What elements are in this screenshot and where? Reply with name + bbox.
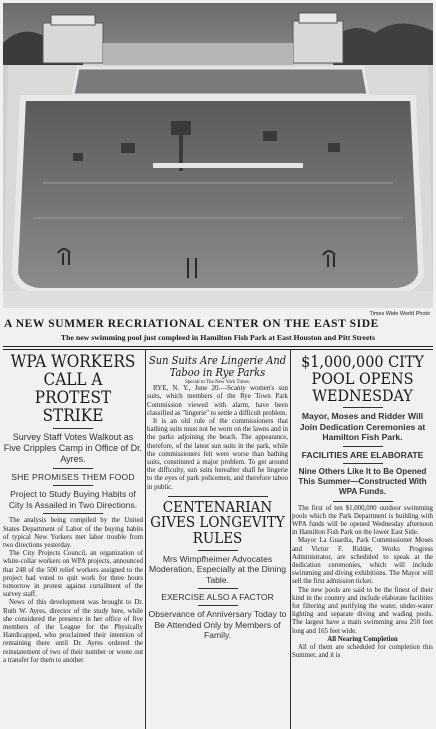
article-deck: Mayor, Moses and Ridder Will Join Dedication Ceremonies at Hamilton Fish Park. — [299, 411, 426, 443]
photo-headline: A NEW SUMMER RECRIATIONAL CENTER ON THE EAST SIDE — [4, 318, 379, 330]
paragraph: The first of ten $1,000,000 outdoor swimming pools which the Park Department is building with WPA funds will be opened Wednesday afternoon in Hamilton Fish Park on the lower East Side. — [292, 504, 433, 537]
photo-credit: Times Wide World Photo — [369, 311, 430, 317]
article-deck: FACILITIES ARE ELABORATE — [301, 449, 424, 460]
article-body — [292, 505, 433, 661]
article-body — [147, 385, 288, 492]
article-pool — [292, 351, 433, 660]
paragraph: Mayor La Guardia, Park Commissioner Moses and Victor F. Ridder, Works Progress Administrator, are scheduled to speak at the dedication ceremonies, which will include swimming and diving exhibitions. The Mayor will sell the first admission ticket. — [292, 537, 433, 586]
article-wpa — [3, 351, 143, 665]
paragraph: The City Projects Council, an organization of white-collar workers on WPA projects, announced that 248 of the 500 relief workers assigned to the project had voted to quit work for three hours tomorrow in protest against curtailment of the survey staff. — [3, 550, 143, 599]
paragraph: RYE, N. Y., June 20.—Scanty women's sun suits, which members of the Rye Town Park Commission viewed with alarm, have been classified as "lingerie" to settle a difficult problem. — [147, 385, 288, 417]
article-headline: WPA WORKERS CALL A PROTEST STRIKE — [10, 352, 136, 426]
divider — [3, 349, 433, 350]
paragraph: The analysis being compiled by the United States Department of Labor of the buying habits of typical New Yorkers met labor trouble from two directions yesterday. — [3, 517, 143, 549]
divider — [3, 346, 433, 347]
article-headline: Sun Suits Are Lingerie And Taboo in Rye Parks — [148, 354, 287, 379]
article-headline: CENTENARIAN GIVES LONGEVITY RULES — [150, 497, 285, 548]
article-deck: Survey Staff Votes Walkout as Five Cripples Camp in Office of Dr. Ayres. — [3, 432, 143, 465]
photo-caption: The new swimming pool just compleed in Hamilton Fish Park at East Houston and Pitt Streets — [60, 333, 376, 342]
paragraph: News of this development was brought to Dr. Ruth W. Ayres, director of the study here, while she considered the presence in her office of five members of the League for the Physically Handicapped, who proclaimed their intention of remaining there until Dr. Ayres ordered the reinstatement of two of their number or wrote out a transfer for them to another — [3, 599, 143, 664]
article-deck: Nine Others Like It to Be Opened This Summer—Constructed With WPA Funds. — [298, 466, 427, 497]
paragraph: The new pools are said to be the finest of their kind in the country and include elaborate facilities for filtering and purifying the water, under-water lighting and separate diving and wading pools. The largest have a main swimming area 250 feet long and 165 feet wide. — [292, 586, 433, 635]
column-rule — [290, 350, 291, 729]
article-deck: Mrs Wimpfheimer Advocates Moderation, Especially at the Dining Table. — [148, 553, 287, 585]
article-deck: SHE PROMISES THEM FOOD — [11, 472, 135, 483]
column-rule — [145, 350, 146, 729]
article-headline: $1,000,000 CITY POOL OPENS WEDNESDAY — [301, 352, 424, 405]
article-deck: Observance of Anniversary Today to Be Attended Only by Members of Family. — [148, 609, 287, 641]
article-rye — [147, 351, 288, 641]
article-body — [3, 517, 143, 665]
dateline: Special to The New York Times. — [184, 380, 251, 386]
article-deck: EXERCISE ALSO A FACTOR — [161, 592, 274, 603]
article-deck: Project to Study Buying Habits of City Is Assailed in Two Directions. — [8, 489, 138, 510]
paragraph: It is an old rule of the commissioners that bathing suits must not be worn on the lawns and in the parks adjoining the beach. The appearance, therefore, of the latest sun suits in the park, while the commissioners felt were worse than bathing suits, constituted a major problem. To get around the difficulty, sun suits hereafter shall be lingerie to the eyes of park policemen, and therefore taboo in public. — [147, 417, 288, 491]
subheading: All Nearing Completion — [327, 635, 398, 643]
pool-photo — [3, 3, 433, 308]
paragraph: All of them are scheduled for completion this Summer, and it is — [292, 643, 433, 660]
